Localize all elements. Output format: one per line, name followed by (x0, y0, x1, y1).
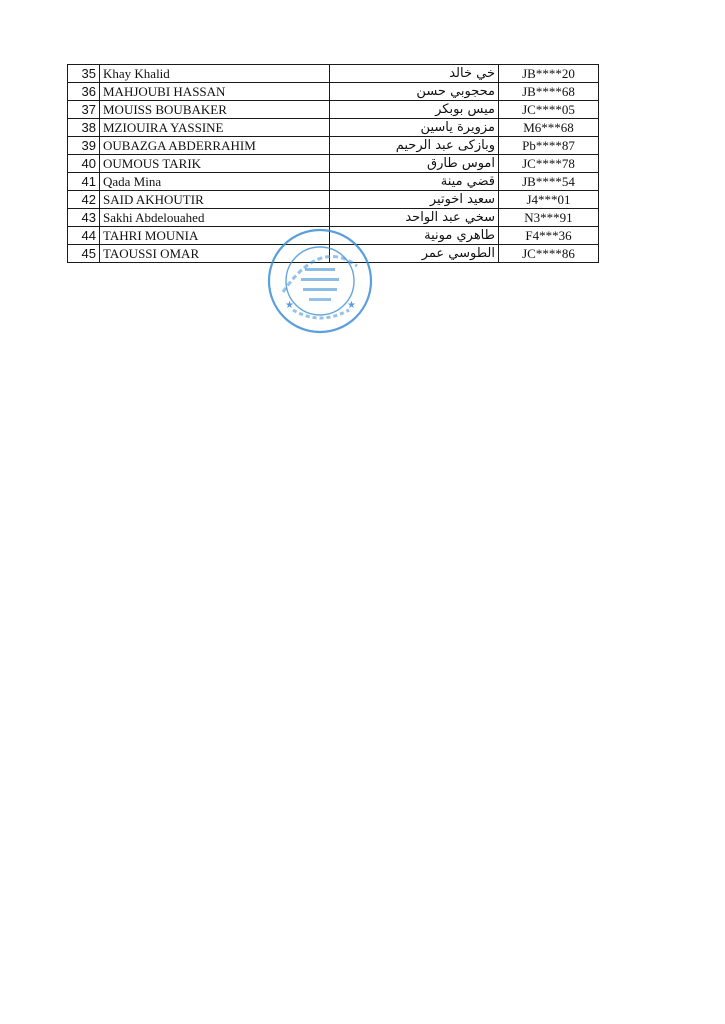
row-number: 36 (68, 83, 100, 101)
masked-id: J4***01 (499, 191, 599, 209)
masked-id: JC****86 (499, 245, 599, 263)
arabic-name: وبازكى عبد الرحيم (330, 137, 499, 155)
latin-name: TAHRI MOUNIA (100, 227, 330, 245)
svg-text:★: ★ (347, 300, 356, 311)
table-row (68, 173, 599, 191)
masked-id: JB****20 (499, 65, 599, 83)
arabic-name: اموس طارق (330, 155, 499, 173)
stamp-seal-graphic (269, 230, 371, 332)
masked-id: M6***68 (499, 119, 599, 137)
latin-name: SAID AKHOUTIR (100, 191, 330, 209)
row-number: 43 (68, 209, 100, 227)
arabic-name: خي خالد (330, 65, 499, 83)
masked-id: JC****05 (499, 101, 599, 119)
svg-text:★: ★ (285, 300, 294, 311)
arabic-name: سخي عبد الواحد (330, 209, 499, 227)
arabic-name: ميس بوبكر (330, 101, 499, 119)
table-row (68, 137, 599, 155)
table-row (68, 155, 599, 173)
masked-id: JB****68 (499, 83, 599, 101)
latin-name: Qada Mina (100, 173, 330, 191)
row-number: 37 (68, 101, 100, 119)
latin-name: TAOUSSI OMAR (100, 245, 330, 263)
latin-name: OUMOUS TARIK (100, 155, 330, 173)
row-number: 40 (68, 155, 100, 173)
masked-id: F4***36 (499, 227, 599, 245)
arabic-name: سعيد اخوتير (330, 191, 499, 209)
latin-name: Khay Khalid (100, 65, 330, 83)
masked-id: JC****78 (499, 155, 599, 173)
table-row (68, 65, 599, 83)
latin-name: MAHJOUBI HASSAN (100, 83, 330, 101)
arabic-name: طاهري مونية (330, 227, 499, 245)
row-number: 35 (68, 65, 100, 83)
arabic-name: الطوسي عمر (330, 245, 499, 263)
row-number: 42 (68, 191, 100, 209)
arabic-name: محجوبي حسن (330, 83, 499, 101)
arabic-name: مزويرة ياسين (330, 119, 499, 137)
masked-id: N3***91 (499, 209, 599, 227)
latin-name: MZIOUIRA YASSINE (100, 119, 330, 137)
table-row (68, 209, 599, 227)
row-number: 39 (68, 137, 100, 155)
table-row (68, 101, 599, 119)
row-number: 41 (68, 173, 100, 191)
arabic-name: قضي مينة (330, 173, 499, 191)
row-number: 38 (68, 119, 100, 137)
table-row (68, 83, 599, 101)
masked-id: JB****54 (499, 173, 599, 191)
latin-name: Sakhi Abdelouahed (100, 209, 330, 227)
table-row (68, 191, 599, 209)
masked-id: Pb****87 (499, 137, 599, 155)
latin-name: OUBAZGA ABDERRAHIM (100, 137, 330, 155)
row-number: 44 (68, 227, 100, 245)
table-row (68, 119, 599, 137)
official-stamp (265, 226, 375, 336)
row-number: 45 (68, 245, 100, 263)
latin-name: MOUISS BOUBAKER (100, 101, 330, 119)
